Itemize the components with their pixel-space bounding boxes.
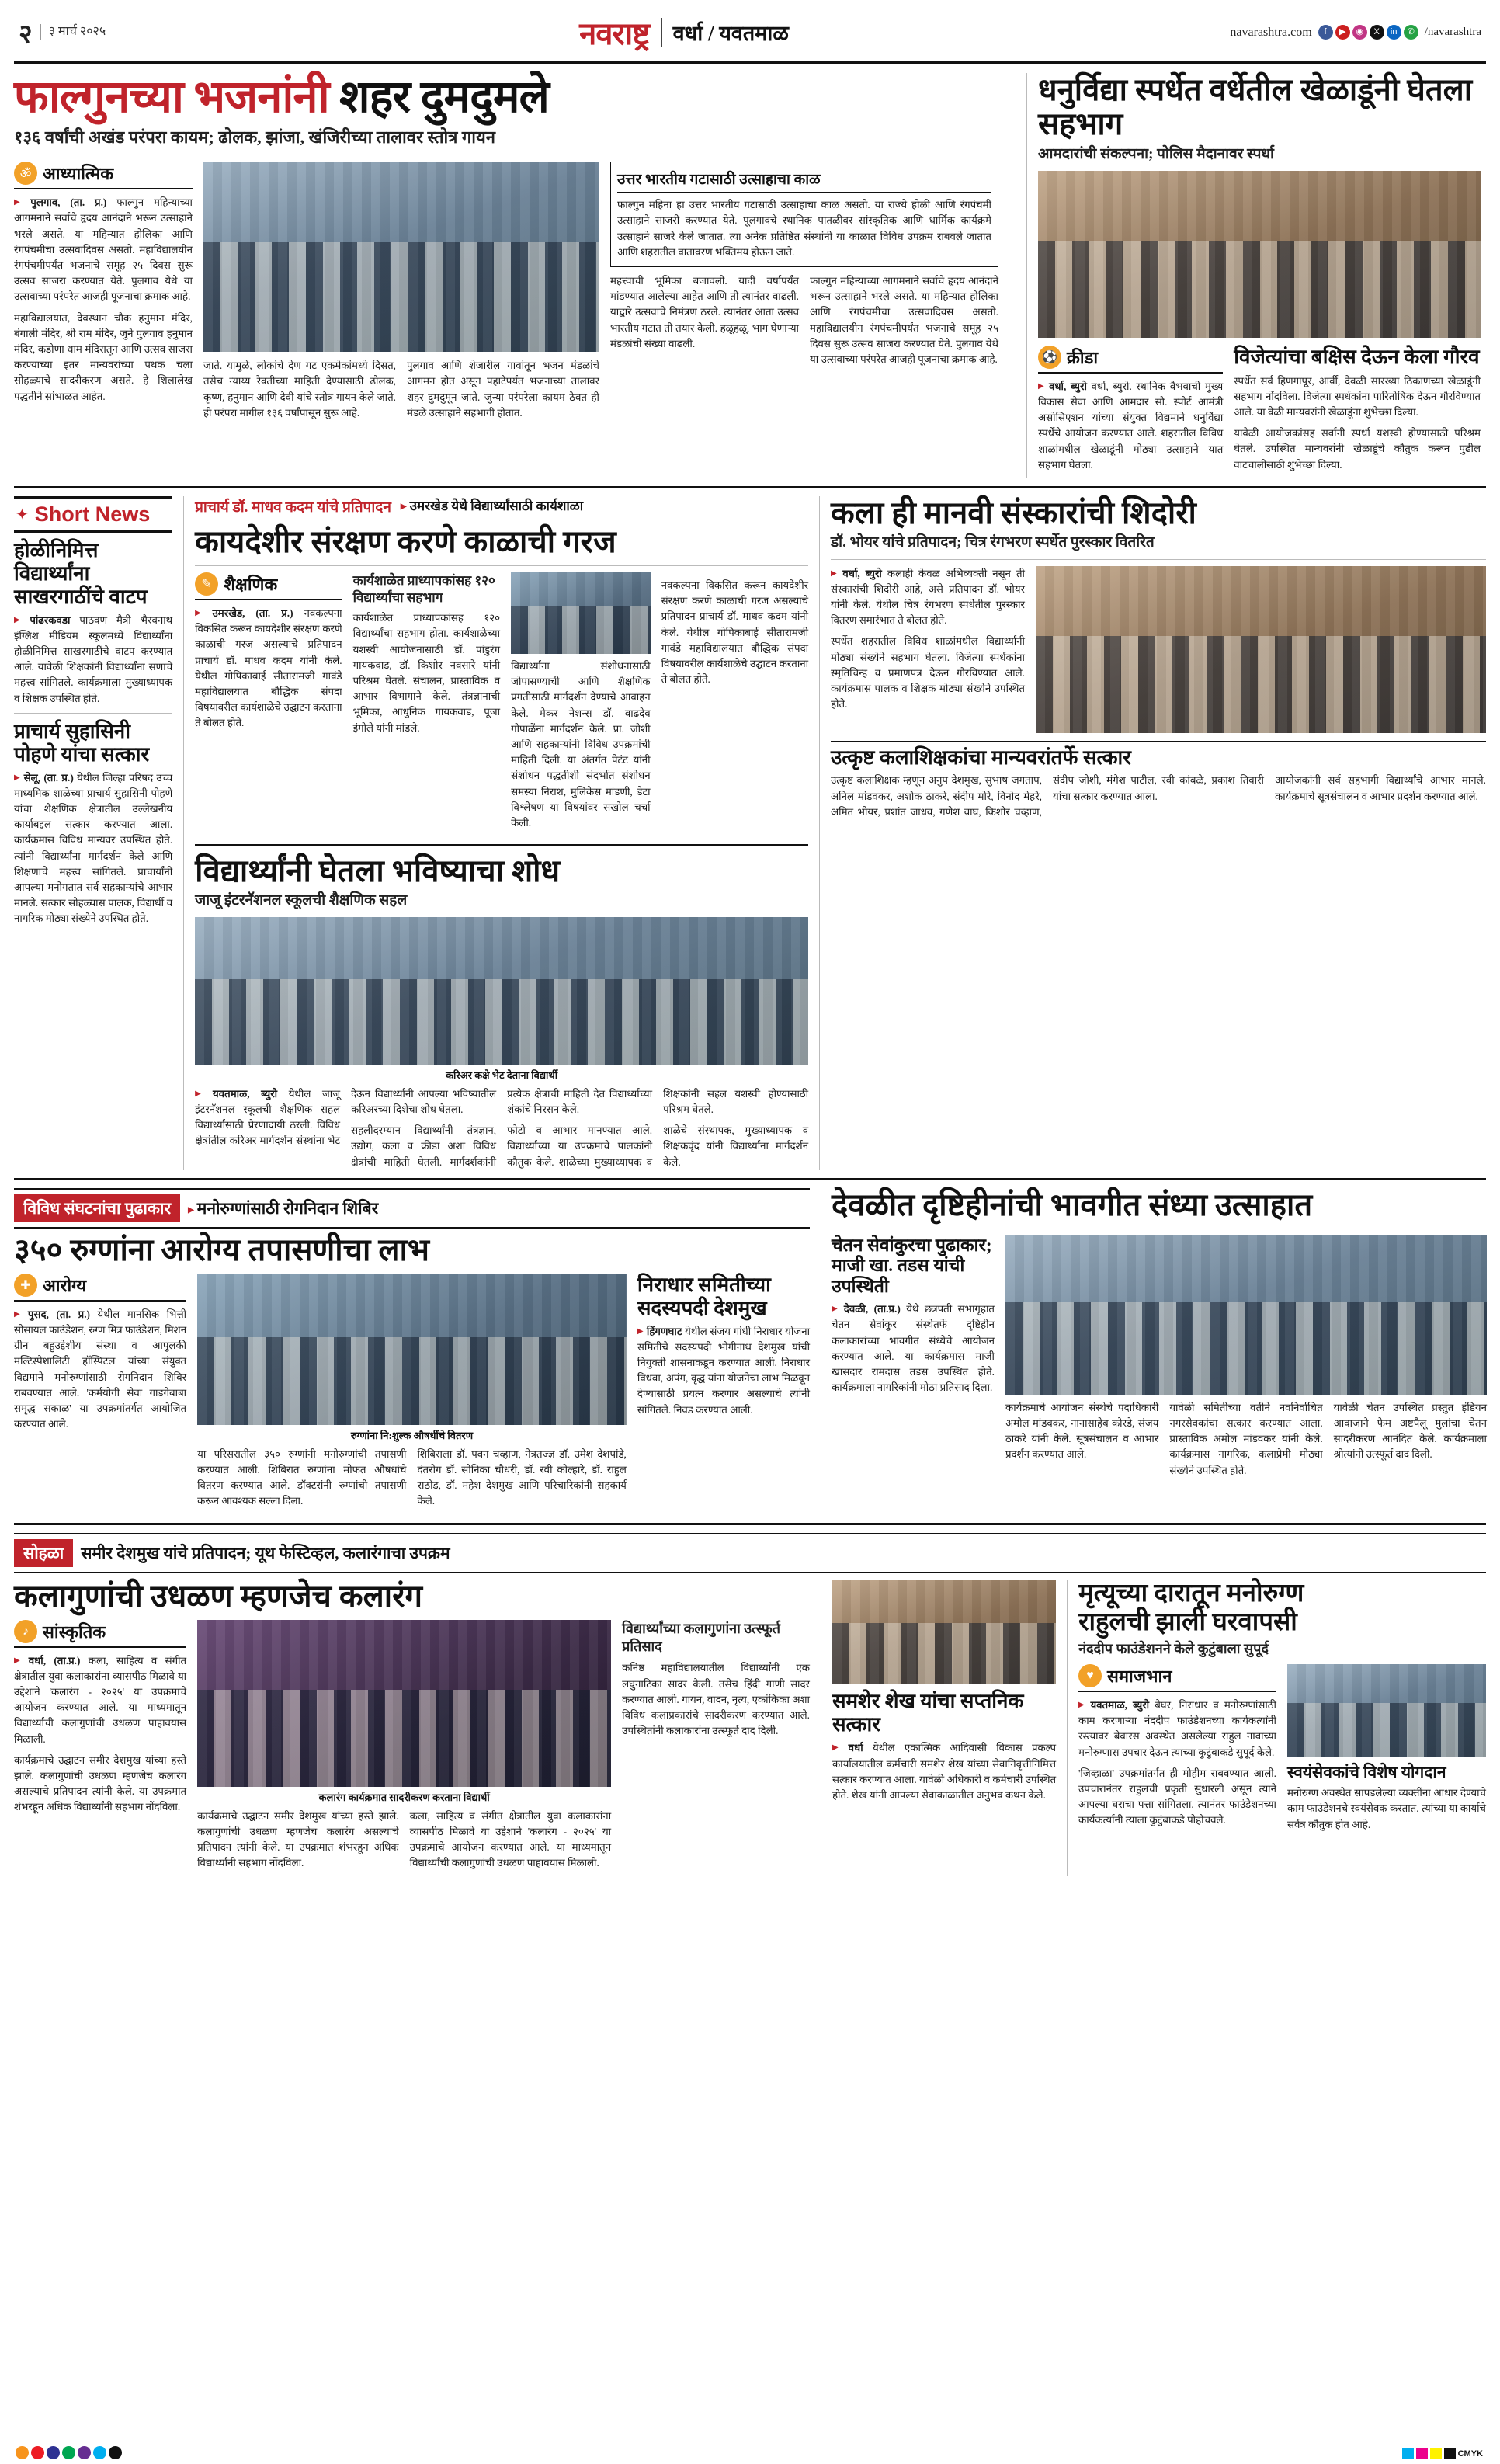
felicitation-story xyxy=(832,1580,1056,1877)
manoj-col-1 xyxy=(1078,1664,1276,1838)
section-tag-health xyxy=(14,1274,186,1302)
devli-photo xyxy=(1005,1235,1487,1395)
school-trip-photo xyxy=(195,917,808,1065)
culture-icon: ♪ xyxy=(14,1620,37,1643)
felicitation-body: ▶ वर्धा येथील एकात्मिक आदिवासी विकास प्रकल्प कार्यालयातील कर्मचारी समशेर शेख यांच्या सेवानिवृत्तीनिमित्त सत्कार करण्यात आला. यावेळी अधिकारी व कर्मचारी उपस्थित होते. शेख यांनी आपल्या सेवाकाळातील अनुभव कथन केले. xyxy=(832,1740,1056,1803)
registration-dots xyxy=(16,2446,122,2459)
art-para-2: स्पर्धेत शहरातील विविध शाळांमधील विद्यार्थ्यांनी मोठ्या संख्येने सहभाग घेतला. विजेत्या स्पर्धकांना स्मृतिचिन्ह व प्रमाणपत्र देऊन गौरविण्यात आले. कार्यक्रमास पालक व शिक्षक मोठ्या संख्येने उपस्थित होते. xyxy=(831,635,1025,711)
archery-col-2 xyxy=(1234,346,1481,478)
section-tag-sports xyxy=(1038,346,1223,374)
lead-box-title: उत्तर भारतीय गटासाठी उत्साहाचा काळ xyxy=(617,169,991,193)
archery-headline: धनुर्विद्या स्पर्धेत वर्धेतील खेळाडूंनी घेतला सहभाग xyxy=(1038,72,1473,141)
committee-text: येथील संजय गांधी निराधार योजना समितीचे सदस्यपदी भोगीनाथ देशमुख यांची नियुक्ती शासनाकडून करण्यात आली. निराधार विधवा, अपंग, वृद्ध यांना योजनेचा लाभ मिळवून देण्यासाठी प्रयत्न करणार असल्याचे त्यांनी सांगितले. निवड करण्यात आली. xyxy=(637,1325,811,1416)
legal-text-col1 xyxy=(195,606,342,732)
cmyk-marks xyxy=(1402,2448,1483,2459)
legal-text-col4 xyxy=(661,578,809,687)
devli-story xyxy=(832,1188,1487,1515)
section-tag-culture xyxy=(14,1620,186,1648)
top-section xyxy=(14,73,1486,478)
twitter-icon[interactable]: X xyxy=(1370,25,1384,40)
devli-col-1 xyxy=(832,1235,995,1479)
spiritual-icon: ॐ xyxy=(14,162,37,185)
publication-date: ३ मार्च २०२५ xyxy=(40,24,106,40)
lead-para-6: फाल्गुन महिन्याच्या आगमनाने सर्वाचे हृदय आनंदाने भरून उत्साहाने भरले असते. या महिन्यात होलिका आणि रंगपंचमीचा उत्सवादिवस असतो. महाविद्यालयीन रंगपंचमीपर्यंत भजनाचे समूह २५ दिवस सुरू उत्सव साजरा करण्यात येते. पुलगाव येथे या उत्सवाच्या परंपरेत आजही पूजनाचा क्रमाक आहे. xyxy=(810,275,998,366)
kalarang-text-col1 xyxy=(14,1653,186,1816)
devli-side-body: ▶ देवळी, (ता.प्र.) येथे छत्रपती सभागृहात चेतन सेवांकुर संस्थेतर्फे दृष्टिहीन कलाकारांच्या भावगीत संध्येचे आयोजन करण्यात आले. या कार्यक्रमास माजी खासदार रामदास तडस उपस्थित होते. कार्यक्रमाला नागरिकांनी मोठा प्रतिसाद दिला. xyxy=(832,1302,995,1395)
legal-para-2: कार्यशाळेत प्राध्यापकांसह १२० विद्यार्थ्यांचा सहभाग होता. कार्यशाळेच्या यशस्वी आयोजनासाठी डॉ. पांडुरंग गायकवाड, डॉ. किशोर नवसारे यांनी परिश्रम घेतले. संचालन, प्रास्ताविक व आभार विभागाने केले. तंत्रज्ञानाची भूमिका, आधुनिक गायकवाड, पूजा इंगोले यांनी मांडले. xyxy=(352,612,501,734)
short-news-1-headline: होळीनिमित्त विद्यार्थ्यांना साखरगाठींचे वाटप xyxy=(14,538,148,608)
committee-body xyxy=(637,1324,810,1418)
kalarang-para-2: कार्यक्रमाचे उद्घाटन समीर देशमुख यांच्या हस्ते झाले. कलागुणांची उधळण म्हणजेच कलारंग असल्याचे प्रतिपादन त्यांनी केले. या उपक्रमात शंभरहून अधिक विद्यार्थ्यांनी सहभाग नोंदविला. xyxy=(14,1753,187,1813)
manoj-sub-headline: स्वयंसेवकांचे विशेष योगदान xyxy=(1286,1762,1446,1781)
health-story xyxy=(14,1188,810,1515)
art-sub-headline: उत्कृष्ट कलाशिक्षकांचा मान्यवरांतर्फे सत्कार xyxy=(831,741,1486,770)
education-icon: ✎ xyxy=(195,572,218,596)
instagram-icon[interactable]: ◉ xyxy=(1352,25,1367,40)
short-news-icon: ✦ xyxy=(16,506,29,523)
kalarang-para-1: कला, साहित्य व संगीत क्षेत्रातील युवा कलाकारांना व्यासपीठ मिळावे या उद्देशाने 'कलारंग - २०२५' या उपक्रमाचे आयोजन करण्यात आले. या माध्यमातून विद्यार्थ्यांची कलागुणांची उधळण पाहावयास मिळाली. xyxy=(14,1654,187,1745)
manoj-body-grid xyxy=(1078,1664,1486,1838)
art-sub-para-1: उत्कृष्ट कलाशिक्षक म्हणून अनुप देशमुख, सुभाष जगताप, अनिल मांडवकर, अशोक ठाकरे, संदीप मोरे, विनोद मेहरे, अमित भोयर, प्रशांत जाधव, गणेश वाघ, किशोर चव्हाण, संदीप जोशी, मंगेश पाटील, रवी कांबळे, प्रकाश तिवारी यांचा सत्कार करण्यात आला. xyxy=(831,774,1264,818)
health-col-1 xyxy=(14,1274,186,1515)
art-subhead: डॉ. भोयर यांचे प्रतिपादन; चित्र रंगभरण स्पर्धेत पुरस्कार वितरित xyxy=(831,533,1155,551)
manoj-sub-body: मनोरुग्ण अवस्थेत सापडलेल्या व्यक्तींना आधार देण्याचे काम फाउंडेशनचे स्वयंसेवक करतात. त्यांच्या या कार्याचे सर्वत्र कौतुक होत आहे. xyxy=(1286,1787,1486,1830)
paper-logo: नवराष्ट्र xyxy=(579,17,650,51)
manoj-headline-1: मृत्यूच्या दारातून मनोरुग्ण xyxy=(1078,1579,1304,1607)
short-news-1-body xyxy=(14,613,172,707)
legal-body-grid xyxy=(195,572,808,836)
short-news-2-text: येथील जिल्हा परिषद उच्च माध्यमिक शाळेच्या प्राचार्य सुहासिनी पोहणे यांचा शैक्षणिक क्षेत्रातील उल्लेखनीय कार्याबद्दल सत्कार करण्यात आला. कार्यक्रमास विविध मान्यवर उपस्थित होते. त्यांनी विद्यार्थ्यांना मार्गदर्शन केले आणि शिक्षणाचे महत्त्व सांगितले. प्राचार्यांनी आपल्या मनोगतात सर्व सहकाऱ्यांचे आभार मानले. सत्कार सोहळ्यास पालक, विद्यार्थी व नागरिक मोठ्या संख्येने उपस्थित होते. xyxy=(14,771,173,925)
lead-col-1 xyxy=(14,162,193,426)
lead-headline-part2: शहर दुमदुमले xyxy=(339,71,549,122)
lead-body-grid xyxy=(14,162,1016,426)
social-icons[interactable] xyxy=(1318,25,1418,40)
school-trip-story xyxy=(195,854,808,1170)
masthead-left xyxy=(19,15,252,50)
short-news-header xyxy=(14,496,172,533)
lead-para-2: महाविद्यालयात, देवस्थान चौक हनुमान मंदिर, बंगाली मंदिर, श्री राम मंदिर, जुने पुलगाव हनुमान मंदिर, कडोणा धाम मंदिरातून आणि उत्सव साजरा करण्याच्या इतर मान्यवरांच्या पथक चला सोहळ्याचे सादरीकरण असते. हे शिलालेख पद्धतीने सांभाळत आहेत. xyxy=(14,311,193,402)
school-trip-para-1: येथील जाजू इंटरनॅशनल स्कूलची शैक्षणिक सहल विद्यार्थ्यांसाठी प्रेरणादायी ठरली. विविध क्षेत्रांतील करिअर मार्गदर्शन संस्थांना भेट देऊन विद्यार्थ्यांनी आपल्या भविष्यातील करिअरच्या दिशेचा शोध घेतला. xyxy=(195,1087,497,1147)
health-caption: रुग्णांना नि:शुल्क औषधींचे वितरण xyxy=(350,1429,474,1441)
second-section xyxy=(14,496,1486,1170)
school-trip-dateline: यवतमाळ, ब्युरो xyxy=(213,1087,278,1100)
devli-body-grid xyxy=(832,1235,1487,1479)
art-para-1: कलाही केवळ अभिव्यक्ती नसून ती संस्कारांची शिदोरी आहे, असे प्रतिपादन डॉ. भोयर यांनी केले. येथील चित्र रंगभरण स्पर्धेतील पुरस्कार वितरण समारंभात ते बोलत होते. xyxy=(831,567,1025,627)
kalarang-dateline: वर्धा, (ता.प्र.) xyxy=(28,1654,81,1666)
art-text-col1 xyxy=(831,566,1025,713)
kalarang-band-label: सोहळा xyxy=(14,1539,73,1567)
devli-para-3: यावेळी चेतन उपस्थित प्रस्तुत इंडियन आवाजाने फेम अष्टपैलू मुलांचा चेतन सादरीकरण आनंदित केले. कार्यक्रमाला श्रोत्यांनी उत्स्फूर्त दाद दिली. xyxy=(1333,1401,1487,1461)
health-icon: ✚ xyxy=(14,1274,37,1297)
lead-text-col3 xyxy=(610,273,998,367)
art-col-1 xyxy=(831,566,1025,733)
legal-col-1 xyxy=(195,572,342,836)
lead-para-1: फाल्गुन महिन्याच्या आगमनाने सर्वाचे हृदय आनंदाने भरून उत्साहाने भरले असते. या महिन्यात होलिका आणि रंगपंचमीचा उत्सवादिवस असतो. महाविद्यालयीन रंगपंचमीपर्यंत भजनाचे समूह २५ दिवस सुरू उत्सव साजरा करण्यात येते. पुलगाव येथे या उत्सवाच्या परंपरेत आजही पूजनाचा क्रमाक आहे. xyxy=(14,196,193,303)
kalarang-photo xyxy=(197,1620,611,1787)
lead-text-col1 xyxy=(14,195,193,405)
legal-subhead: कार्यशाळेत प्राध्यापकांसह १२० विद्यार्थ्यांचा सहभाग xyxy=(352,572,495,605)
section-tag-label: आध्यात्मिक xyxy=(43,164,114,184)
legal-photo xyxy=(511,572,651,654)
school-trip-subhead: जाजू इंटरनॅशनल स्कूलची शैक्षणिक सहल xyxy=(195,892,408,909)
health-text-col2 xyxy=(197,1447,627,1515)
art-body-grid xyxy=(831,566,1486,733)
devli-headline: देवळीत दृष्टिहीनांची भावगीत संध्या उत्साहात xyxy=(832,1187,1313,1222)
masthead-center xyxy=(252,11,1116,54)
section-tag-education xyxy=(195,572,342,600)
legal-text-col3 xyxy=(511,659,651,831)
health-para-2: या परिसरातील ३५० रुग्णांनी मनोरुग्णांची तपासणी करण्यात आली. शिबिरात रुग्णांना मोफत औषधांचे वितरण करण्यात आले. डॉक्टरांनी रुग्णांची तपासणी करून आवश्यक सल्ला दिला. xyxy=(197,1447,407,1507)
masthead-divider xyxy=(661,18,662,47)
legal-para-1: नवकल्पना विकसित करून कायदेशीर संरक्षण करणे काळाची गरज असल्याचे प्रतिपादन प्राचार्य डॉ. माधव कदम यांनी केले. येथील गोपिकाबाई सीतारामजी गावंडे महाविद्यालयात बौद्धिक संपदा विषयावरील कार्यशाळेचे उद्घाटन करताना ते बोलत होते. xyxy=(195,606,342,729)
legal-para-5: नवकल्पना विकसित करून कायदेशीर संरक्षण करणे काळाची गरज असल्याचे प्रतिपादन प्राचार्य डॉ. माधव कदम यांनी केले. येथील गोपिकाबाई सीतारामजी गावंडे महाविद्यालयात बौद्धिक संपदा विषयावरील कार्यशाळेचे उद्घाटन करताना ते बोलत होते. xyxy=(661,579,809,686)
manoj-headline-2: राहुलची झाली घरवापसी xyxy=(1078,1607,1297,1636)
committee-story xyxy=(637,1274,810,1515)
lead-photo xyxy=(203,162,599,352)
school-trip-para-3: फोटो व आभार मानण्यात आले. विद्यार्थ्यांच्या या उपक्रमाचे पालकांनी कौतुक केले. शाळेच्या मुख्याध्यापक व शिक्षकांनी सहल यशस्वी होण्यासाठी परिश्रम घेतले. xyxy=(507,1087,809,1168)
devli-text xyxy=(1005,1400,1487,1479)
legal-para-3: विद्यार्थ्यांना संशोधनासाठी जोपासण्याची आणि शैक्षणिक प्रगतीसाठी मार्गदर्शन देण्याचे आवाहन केले. मेकर नेशन्स डॉ. वाढदेव गोपाळेंना मार्गदर्शन केले. प्रा. जोशी आणि सहकाऱ्यांनी विविध उपक्रमांची माहिती दिली. या अंतर्गत पेटंट यांनी संशोधन पद्धतीशी संदर्भात संशोधन समस्या निराश, मुलिकेस मांडणी, डेटा विश्लेषण या विषयांवर सखोल चर्चा केली. xyxy=(511,659,651,829)
art-photo xyxy=(1036,566,1486,733)
cmyk-label: CMYK xyxy=(1457,2448,1483,2459)
kalarang-right-head: विद्यार्थ्यांच्या कलागुणांना उत्स्फूर्त प्रतिसाद xyxy=(622,1620,781,1655)
legal-col-2 xyxy=(353,572,501,836)
art-col-2 xyxy=(1036,566,1486,733)
manoj-para-1: बेघर, निराधार व मनोरुग्णांसाठी काम करणाऱ्या नंददीप फाउंडेशनच्या कार्यकर्त्यांनी रस्त्यावर बेवारस अवस्थेत असलेल्या राहुल नावाच्या मनोरुग्णास उपचार देऊन त्याच्या कुटुंबाकडे सुपूर्द केले. xyxy=(1078,1698,1276,1758)
archery-text-col2 xyxy=(1234,374,1481,473)
health-headline: ३५० रुग्णांना आरोग्य तपासणीचा लाभ xyxy=(14,1232,429,1267)
kalarang-band xyxy=(14,1533,1486,1573)
lead-headline xyxy=(14,73,1016,122)
whatsapp-icon[interactable]: ✆ xyxy=(1404,25,1418,40)
short-news-1-dateline: पांढरकवडा xyxy=(30,613,71,626)
school-trip-headline: विद्यार्थ्यांनी घेतला भविष्याचा शोध xyxy=(195,853,561,889)
legal-col-3 xyxy=(511,572,651,836)
legal-kicker: प्राचार्य डॉ. माधव कदम यांचे प्रतिपादन xyxy=(195,499,391,516)
lead-col-2 xyxy=(203,162,599,426)
lead-headline-part1: फाल्गुनच्या भजनांनी xyxy=(14,71,329,122)
manoj-col-2 xyxy=(1287,1664,1486,1838)
lead-para-5: महत्त्वाची भूमिका बजावली. यादी वर्षापर्यंत मांडण्यात आलेल्या आहेत आणि ती त्यानंतर वाढली. याद्वारे उत्सवाचे निमंत्रण ठरले. त्यानंतर आता उत्सव भारतीय गटात ती तयार केली. हळूहळू, भाग घेणाऱ्या मंडळांची संख्या वाढली. xyxy=(610,275,799,349)
short-news-label: Short News xyxy=(34,502,151,526)
health-band-text: ▶ मनोरुग्णांसाठी रोगनिदान शिबिर xyxy=(188,1197,378,1219)
masthead-right xyxy=(1116,25,1481,40)
manoj-para-2: 'जिव्हाळा' उपक्रमांतर्गत ही मोहीम राबवण्यात आली. उपचारानंतर राहुलची प्रकृती सुधारली असून त्याने आपल्या घराचा पत्ता सांगितला. त्यानंतर फाउंडेशनच्या कार्यकर्त्यांनी त्याला कुटुंबाकडे पोहोचवले. xyxy=(1078,1767,1276,1826)
social-tag-label: समाजभान xyxy=(1106,1666,1172,1686)
kalarang-band-text: समीर देशमुख यांचे प्रतिपादन; यूथ फेस्टिव्हल, कलारंगाचा उपक्रम xyxy=(81,1543,450,1562)
kalarang-body-grid xyxy=(14,1620,810,1877)
third-section xyxy=(14,1188,1486,1515)
felicitation-dateline: वर्धा xyxy=(848,1742,863,1754)
legal-text-col2 xyxy=(353,610,501,736)
facebook-icon[interactable]: f xyxy=(1318,25,1333,40)
archery-story xyxy=(1038,73,1481,478)
culture-tag-label: सांस्कृतिक xyxy=(43,1621,106,1642)
manoj-photo xyxy=(1287,1664,1486,1757)
lead-dateline: पुलगाव, (ता. प्र.) xyxy=(30,196,107,209)
archery-subhead: आमदारांची संकल्पना; पोलिस मैदानावर स्पर्धा xyxy=(1038,146,1274,162)
short-news-2-headline: प्राचार्य सुहासिनी पोहणे यांचा सत्कार xyxy=(14,719,150,766)
archery-body-grid xyxy=(1038,346,1481,478)
youtube-icon[interactable]: ▶ xyxy=(1335,25,1350,40)
manoj-dateline: यवतमाळ, ब्युरो xyxy=(1090,1698,1150,1711)
felicitation-headline: समशेर शेख यांचा सप्तनिक सत्कार xyxy=(832,1689,1024,1736)
health-tag-label: आरोग्य xyxy=(43,1275,87,1295)
felicitation-photo xyxy=(832,1580,1056,1684)
committee-headline: निराधार समितीच्या सदस्यपदी देशमुख xyxy=(637,1273,771,1319)
school-trip-para-2: सहलीदरम्यान विद्यार्थ्यांनी तंत्रज्ञान, उद्योग, कला व क्रीडा अशा विविध क्षेत्रांची माहिती घेतली. मार्गदर्शकांनी प्रत्येक क्षेत्राची माहिती देत विद्यार्थ्यांच्या शंकांचे निरसन केले. xyxy=(351,1087,653,1168)
lead-box-body: फाल्गुन महिना हा उत्तर भारतीय गटासाठी उत्साहाचा काळ असतो. या राज्ये होळी आणि रंगपंचमी उत्साहाने साजरी करण्यात येते. पूलगावचे स्थानिक पातळीवर सांस्कृतिक आणि धार्मिक कार्यक्रमे उत्साहाने साजरे केले जातात. त्या अनेक प्रतिष्ठित संस्थांनी या काळात विविध उपक्रम राबवले जातात आणि शहरातील वातावरण भक्तिमय होऊन जाते. xyxy=(617,199,991,258)
website-url[interactable]: navarashtra.com xyxy=(1230,25,1312,39)
committee-dateline: हिंगणघाट xyxy=(646,1325,682,1337)
kalarang-headline: कलागुणांची उधळण म्हणजेच कलारंग xyxy=(14,1578,422,1614)
art-sub-body xyxy=(831,773,1486,820)
health-para-1: येथील मानसिक भित्ती सोसायल फाउंडेशन, रुग्ण मित्र फाउंडेशन, मिशन ग्रीन बहुउद्देशीय संस्था व आपुलकी मल्टिस्पेशालिटी हॉस्पिटल यांच्या संयुक्त विद्यमाने मनोरुग्णांसाठी रोगनिदान शिबिर राबवण्यात आले. 'कर्मयोगी सेवा गाडगेबाबा समृद्ध सकाळ' या उपक्रमांतर्गत आयोजित करण्यात आले. xyxy=(14,1308,187,1430)
short-news-2-dateline: सेलू, (ता. प्र.) xyxy=(23,771,74,784)
short-news-1-text: पाठवण मैत्री भैरवनाथ इंग्लिश मीडियम स्कूलमध्ये विद्यार्थ्यांना होळीनिमित्त साखरगाठींचे वाटप करण्यात आले. यावेळी शिक्षकांनी विद्यार्थ्यांना सणाचे महत्त्व सांगितले. कार्यक्रमाला मुख्याध्यापक व शिक्षक उपस्थित होते. xyxy=(14,613,173,704)
lead-para-3: जाते. यामुळे, लोकांचे देण गट एकमेकांमध्ये दिसत, तसेच न्याय्य रेवतीच्या माहिती देण्यासाठी ढोलक, कृष्ण, हनुमान आणि देवी यांचे स्तोत्र गायन केले जाते. ही परंपरा मागील १३६ वर्षांपासून सुरू आहे. xyxy=(203,360,396,419)
lead-para-4: पुलगाव आणि शेजारील गावांतून भजन मंडळांचे आगमन होत असून पहाटेपर्यंत भजनाच्या तालावर शहर दुमदुमून जाते. जुन्या परंपरेला कायम ठेवत ही मंडळे उत्साहाने सहभागी होतात. xyxy=(407,360,599,419)
lead-col-3 xyxy=(610,162,998,426)
lead-subhead: १३६ वर्षांची अखंड परंपरा कायम; ढोलक, झांजा, खंजिरीच्या तालावर स्तोत्र गायन xyxy=(14,127,495,147)
social-handle: /navarashtra xyxy=(1424,26,1481,38)
school-trip-caption: करिअर कक्षे भेट देताना विद्यार्थी xyxy=(446,1069,558,1081)
lead-story xyxy=(14,73,1016,478)
kalarang-story xyxy=(14,1580,810,1877)
social-service-icon: ♥ xyxy=(1078,1664,1102,1687)
archery-dateline: वर्धा, ब्युरो xyxy=(1048,380,1087,392)
kalarang-col-2 xyxy=(197,1620,611,1877)
manoj-story xyxy=(1078,1580,1486,1877)
education-tag-label: शैक्षणिक xyxy=(224,574,278,594)
health-para-3: शिबिराला डॉ. पवन चव्हाण, नेत्रतज्ज्ञ डॉ. उमेश देशपांडे, दंतरोग डॉ. सोनिका चौधरी, डॉ. रवी कोल्हारे, डॉ. राहुल राठोड, डॉ. महेश देशमुख आणि परिचारिकांनी सहकार्य केले. xyxy=(417,1447,627,1507)
archery-para-1: वर्धा, ब्युरो. स्थानिक वैभवाची मुख्य विकास सेवा आणि आमदार सौ. स्पोर्ट आमंत्री असोसिएशन यांच्या संयुक्त विद्यमाने धनुर्विद्या स्पर्धेचे आयोजन करण्यात आले. शहरातील विविध शाळांमधील खेळाडूंनी मोठ्या उत्साहाने यात सहभाग घेतला. xyxy=(1038,380,1224,471)
legal-column xyxy=(195,496,808,1170)
kalarang-para-3: कार्यक्रमाचे उद्घाटन समीर देशमुख यांच्या हस्ते झाले. कलागुणांची उधळण म्हणजेच कलारंग असल्याचे प्रतिपादन त्यांनी केले. या उपक्रमात शंभरहून अधिक विद्यार्थ्यांनी सहभाग नोंदविला. xyxy=(197,1809,399,1869)
archery-photo xyxy=(1038,171,1481,338)
lead-sidebar-box xyxy=(610,162,998,267)
sports-tag-label: क्रीडा xyxy=(1067,347,1099,367)
kalarang-col-1 xyxy=(14,1620,186,1877)
health-band xyxy=(14,1188,810,1229)
archery-side-headline: विजेत्यांचा बक्षिस देऊन केला गौरव xyxy=(1234,345,1480,368)
legal-kickers xyxy=(195,496,808,520)
kalarang-col-3 xyxy=(622,1620,810,1877)
short-news-item-2 xyxy=(14,720,172,927)
fourth-section xyxy=(14,1580,1486,1877)
health-band-label: विविध संघटनांचा पुढाकार xyxy=(14,1194,180,1222)
devli-dateline: देवळी, (ता.प्र.) xyxy=(843,1303,901,1315)
linkedin-icon[interactable]: in xyxy=(1387,25,1401,40)
page-number: २ xyxy=(19,19,33,49)
section-tag-spiritual xyxy=(14,162,193,189)
devli-side-head: चेतन सेवांकुरचा पुढाकार; माजी खा. तडस यांची उपस्थिती xyxy=(832,1235,992,1296)
art-headline: कला ही मानवी संस्कारांची शिदोरी xyxy=(831,495,1196,530)
kalarang-para-4: कला, साहित्य व संगीत क्षेत्रातील युवा कलाकारांना व्यासपीठ मिळावे या उद्देशाने 'कलारंग - २०२५' या उपक्रमाचे आयोजन करण्यात आले. या माध्यमातून विद्यार्थ्यांची कलागुणांची उधळण पाहावयास मिळाली. xyxy=(409,1809,612,1869)
art-dateline: वर्धा, ब्युरो xyxy=(842,567,882,579)
kalarang-right-body: कनिष्ठ महाविद्यालयातील विद्यार्थ्यांनी एक लघुनाटिका सादर केली. तसेच हिंदी गाणी सादर करण्यात आली. गायन, वादन, नृत्य, एकांकिका अशा विविध कलाप्रकारांचे सादरीकरण करण्यात आले. उपस्थितांनी कलाकारांना उत्स्फूर्त दाद दिली. xyxy=(622,1662,810,1737)
legal-col-4 xyxy=(661,572,809,836)
archery-text-col1 xyxy=(1038,379,1223,473)
school-trip-para-4: शाळेचे संस्थापक, मुख्याध्यापक व शिक्षकवृंद यांनी विद्यार्थ्यांना मार्गदर्शन केले. xyxy=(663,1124,809,1168)
manoj-subhead: नंददीप फाउंडेशनने केले कुटुंबाला सुपूर्द xyxy=(1078,1640,1269,1656)
short-news-2-body xyxy=(14,770,172,927)
devli-para-2: यावेळी समितीच्या वतीने नवनिर्वाचित नगरसेवकांचा सत्कार करण्यात आला. प्रास्ताविक अमोल मांडवकर यांनी केले. कार्यक्रमास नागरिक, कलाप्रेमी मोठ्या संख्येने उपस्थित होते. xyxy=(1169,1401,1323,1476)
manoj-text-col1 xyxy=(1078,1698,1276,1829)
short-news-item-1 xyxy=(14,539,172,707)
masthead xyxy=(14,0,1486,64)
legal-dateline: उमरखेड, (ता. प्र.) xyxy=(212,606,293,619)
edition-label: वर्धा / यवतमाळ xyxy=(672,22,789,45)
devli-para-1: कार्यक्रमाचे आयोजन संस्थेचे पदाधिकारी अमोल मांडवकर, नानासाहेब कोरडे, संजय ठाकरे यांनी केले. सूत्रसंचालन व आभार प्रदर्शन करण्यात आले. xyxy=(1005,1401,1159,1461)
section-tag-social xyxy=(1078,1664,1276,1692)
health-body-grid xyxy=(14,1274,810,1515)
short-news-column xyxy=(14,496,172,1170)
kalarang-caption: कलारंग कार्यक्रमात सादरीकरण करताना विद्यार्थी xyxy=(318,1791,490,1803)
sports-icon: ⚽ xyxy=(1038,346,1061,369)
art-story xyxy=(831,496,1486,1170)
health-photo xyxy=(197,1274,627,1425)
lead-text-col2 xyxy=(203,358,599,426)
archery-para-3: यावेळी आयोजकांसह सर्वांनी स्पर्धा यशस्वी होण्यासाठी परिश्रम घेतले. उपस्थित मान्यवरांनी खेळाडूंचे कौतुक करून पुढील वाटचालीसाठी शुभेच्छा दिल्या. xyxy=(1234,427,1481,471)
archery-col-1 xyxy=(1038,346,1223,478)
art-sub-para-2: आयोजकांनी सर्व सहभागी विद्यार्थ्यांचे आभार मानले. कार्यक्रमाचे सूत्रसंचालन व आभार प्रदर्शन करण्यात आले. xyxy=(1275,774,1486,802)
health-col-2 xyxy=(197,1274,627,1515)
devli-col-2 xyxy=(1005,1235,1487,1479)
archery-para-2: स्पर्धेत सर्व हिणगापूर, आर्वी, देवळी सारख्या ठिकाणच्या खेळाडूंनी सहभाग नोंदविला. विजेत्या स्पर्धकांना पारितोषिक देऊन गौरविण्यात आले. या वेळी मान्यवरांनी खेळाडूंना शुभेच्छा दिल्या. xyxy=(1234,374,1481,418)
legal-headline: कायदेशीर संरक्षण करणे काळाची गरज xyxy=(195,523,616,559)
health-text-col1 xyxy=(14,1307,186,1433)
legal-kicker-2: ▶ उमरखेड येथे विद्यार्थ्यांसाठी कार्यशाळा xyxy=(401,498,583,515)
kalarang-text-col2 xyxy=(197,1809,611,1877)
health-dateline: पुसद, (ता. प्र.) xyxy=(27,1308,90,1320)
school-trip-body xyxy=(195,1086,808,1170)
